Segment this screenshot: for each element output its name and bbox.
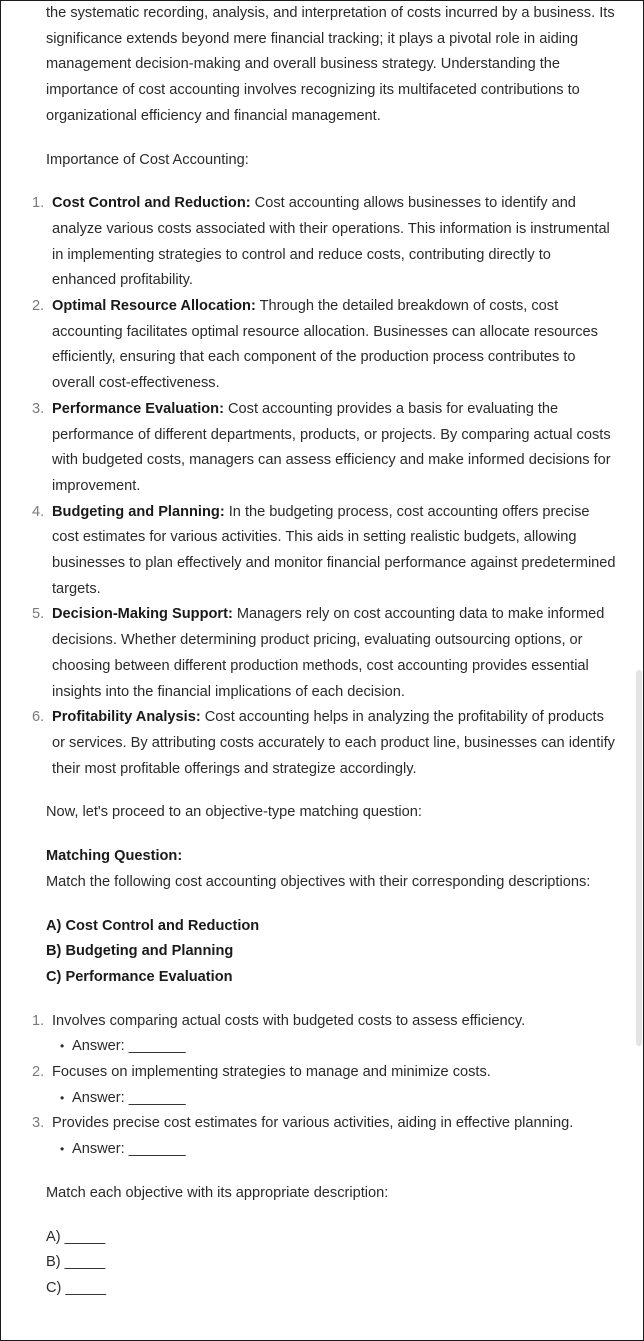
item-title: Cost Control and Reduction:	[52, 195, 251, 212]
chat-message-content	[32, 1, 616, 1302]
blank-a: A) _____	[46, 1228, 106, 1245]
list-item: 3. Provides precise cost estimates for various activities, aiding in effective planning. • Answer: _______	[46, 1111, 616, 1162]
scrollbar[interactable]	[636, 670, 642, 1046]
answer-line: • Answer: _______	[52, 1137, 616, 1163]
item-title: Performance Evaluation:	[52, 400, 224, 417]
description-text: Involves comparing actual costs with budgeted costs to assess efficiency.	[52, 1012, 526, 1029]
blank-c: C) _____	[46, 1279, 107, 1296]
intro-paragraph: the systematic recording, analysis, and interpretation of costs incurred by a business. Its significance extends beyond mere financial tracking; it plays a pivotal role in aiding management decision-making and overall business strategy. Understanding the importance of cost accounting involves recognizing its multifaceted contributions to organizational efficiency and financial management.	[46, 5, 615, 124]
item-text: Cost accounting allows businesses to identify and analyze various costs associated with their operations. This information is instrumental in implementing strategies to control and reduce costs, contributing directly to enhanced profitability.	[52, 195, 610, 289]
item-title: Decision-Making Support:	[52, 606, 233, 623]
item-text: In the budgeting process, cost accounting offers precise cost estimates for various activities. This aids in setting realistic budgets, allowing businesses to plan effectively and monitor financial performance against predetermined targets.	[52, 503, 616, 597]
list-item: 1. Involves comparing actual costs with budgeted costs to assess efficiency. • Answer: _______	[46, 1009, 616, 1060]
bullet-icon: •	[60, 1090, 65, 1105]
bullet-icon: •	[60, 1039, 65, 1054]
matching-instruction: Match the following cost accounting objectives with their corresponding descriptions:	[46, 873, 591, 890]
option-c: C) Performance Evaluation	[46, 968, 233, 985]
list-item: 4. Budgeting and Planning: In the budgeting process, cost accounting offers precise cost estimates for various activities. This aids in setting realistic budgets, allowing businesses to plan effectively and monitor financial performance against predetermined targets.	[32, 503, 616, 597]
list-item: 3. Performance Evaluation: Cost accounting provides a basis for evaluating the performance of different departments, products, or projects. By comparing actual costs with budgeted costs, managers can assess efficiency and make informed decisions for improvement.	[32, 400, 611, 494]
option-b: B) Budgeting and Planning	[46, 943, 234, 960]
list-item: 6. Profitability Analysis: Cost accounting helps in analyzing the profitability of products or services. By attributing costs accurately to each product line, businesses can identify their most profitable offerings and strategize accordingly.	[32, 709, 615, 777]
item-title: Profitability Analysis:	[52, 709, 201, 726]
blank-b: B) _____	[46, 1254, 106, 1271]
list-item: 2. Optimal Resource Allocation: Through the detailed breakdown of costs, cost accounting facilitates optimal resource allocation. Businesses can allocate resources efficiently, ensuring that each component of the production process contributes to overall cost-effectiveness.	[32, 298, 598, 392]
match-instruction: Match each objective with its appropriate description:	[46, 1184, 389, 1201]
list-item: 5. Decision-Making Support: Managers rely on cost accounting data to make informed decisions. Whether determining product pricing, evaluating outsourcing options, or choosing between different production methods, cost accounting provides essential insights into the financial implications of each decision.	[32, 606, 605, 700]
option-a: A) Cost Control and Reduction	[46, 917, 260, 934]
item-text: Managers rely on cost accounting data to make informed decisions. Whether determining product pricing, evaluating outsourcing options, or choosing between different production methods, cost accounting provides essential insights into the financial implications of each decision.	[52, 606, 605, 700]
list-item: 1. Cost Control and Reduction: Cost accounting allows businesses to identify and analyze various costs associated with their operations. This information is instrumental in implementing strategies to control and reduce costs, contributing directly to enhanced profitability.	[32, 195, 610, 289]
descriptions-list	[32, 1009, 616, 1163]
importance-list	[32, 191, 616, 782]
list-item: 2. Focuses on implementing strategies to manage and minimize costs. • Answer: _______	[46, 1060, 616, 1111]
item-text: Cost accounting provides a basis for evaluating the performance of different departments, products, or projects. By comparing actual costs with budgeted costs, managers can assess efficiency and make informed decisions for improvement.	[52, 400, 611, 494]
transition-text: Now, let's proceed to an objective-type matching question:	[46, 804, 422, 821]
bullet-icon: •	[60, 1142, 65, 1157]
item-title: Optimal Resource Allocation:	[52, 298, 256, 315]
description-text: Provides precise cost estimates for various activities, aiding in effective planning.	[52, 1115, 574, 1132]
item-title: Budgeting and Planning:	[52, 503, 225, 520]
item-text: Cost accounting helps in analyzing the profitability of products or services. By attributing costs accurately to each product line, businesses can identify their most profitable offerings and strategize accordingly.	[52, 709, 615, 777]
description-text: Focuses on implementing strategies to manage and minimize costs.	[52, 1064, 491, 1081]
matching-title: Matching Question:	[46, 848, 183, 865]
item-text: Through the detailed breakdown of costs, cost accounting facilitates optimal resource allocation. Businesses can allocate resources efficiently, ensuring that each component of the production process contributes to overall cost-effectiveness.	[52, 298, 598, 392]
answer-line: • Answer: _______	[52, 1034, 616, 1060]
importance-heading: Importance of Cost Accounting:	[46, 151, 249, 168]
answer-line: • Answer: _______	[52, 1086, 616, 1112]
